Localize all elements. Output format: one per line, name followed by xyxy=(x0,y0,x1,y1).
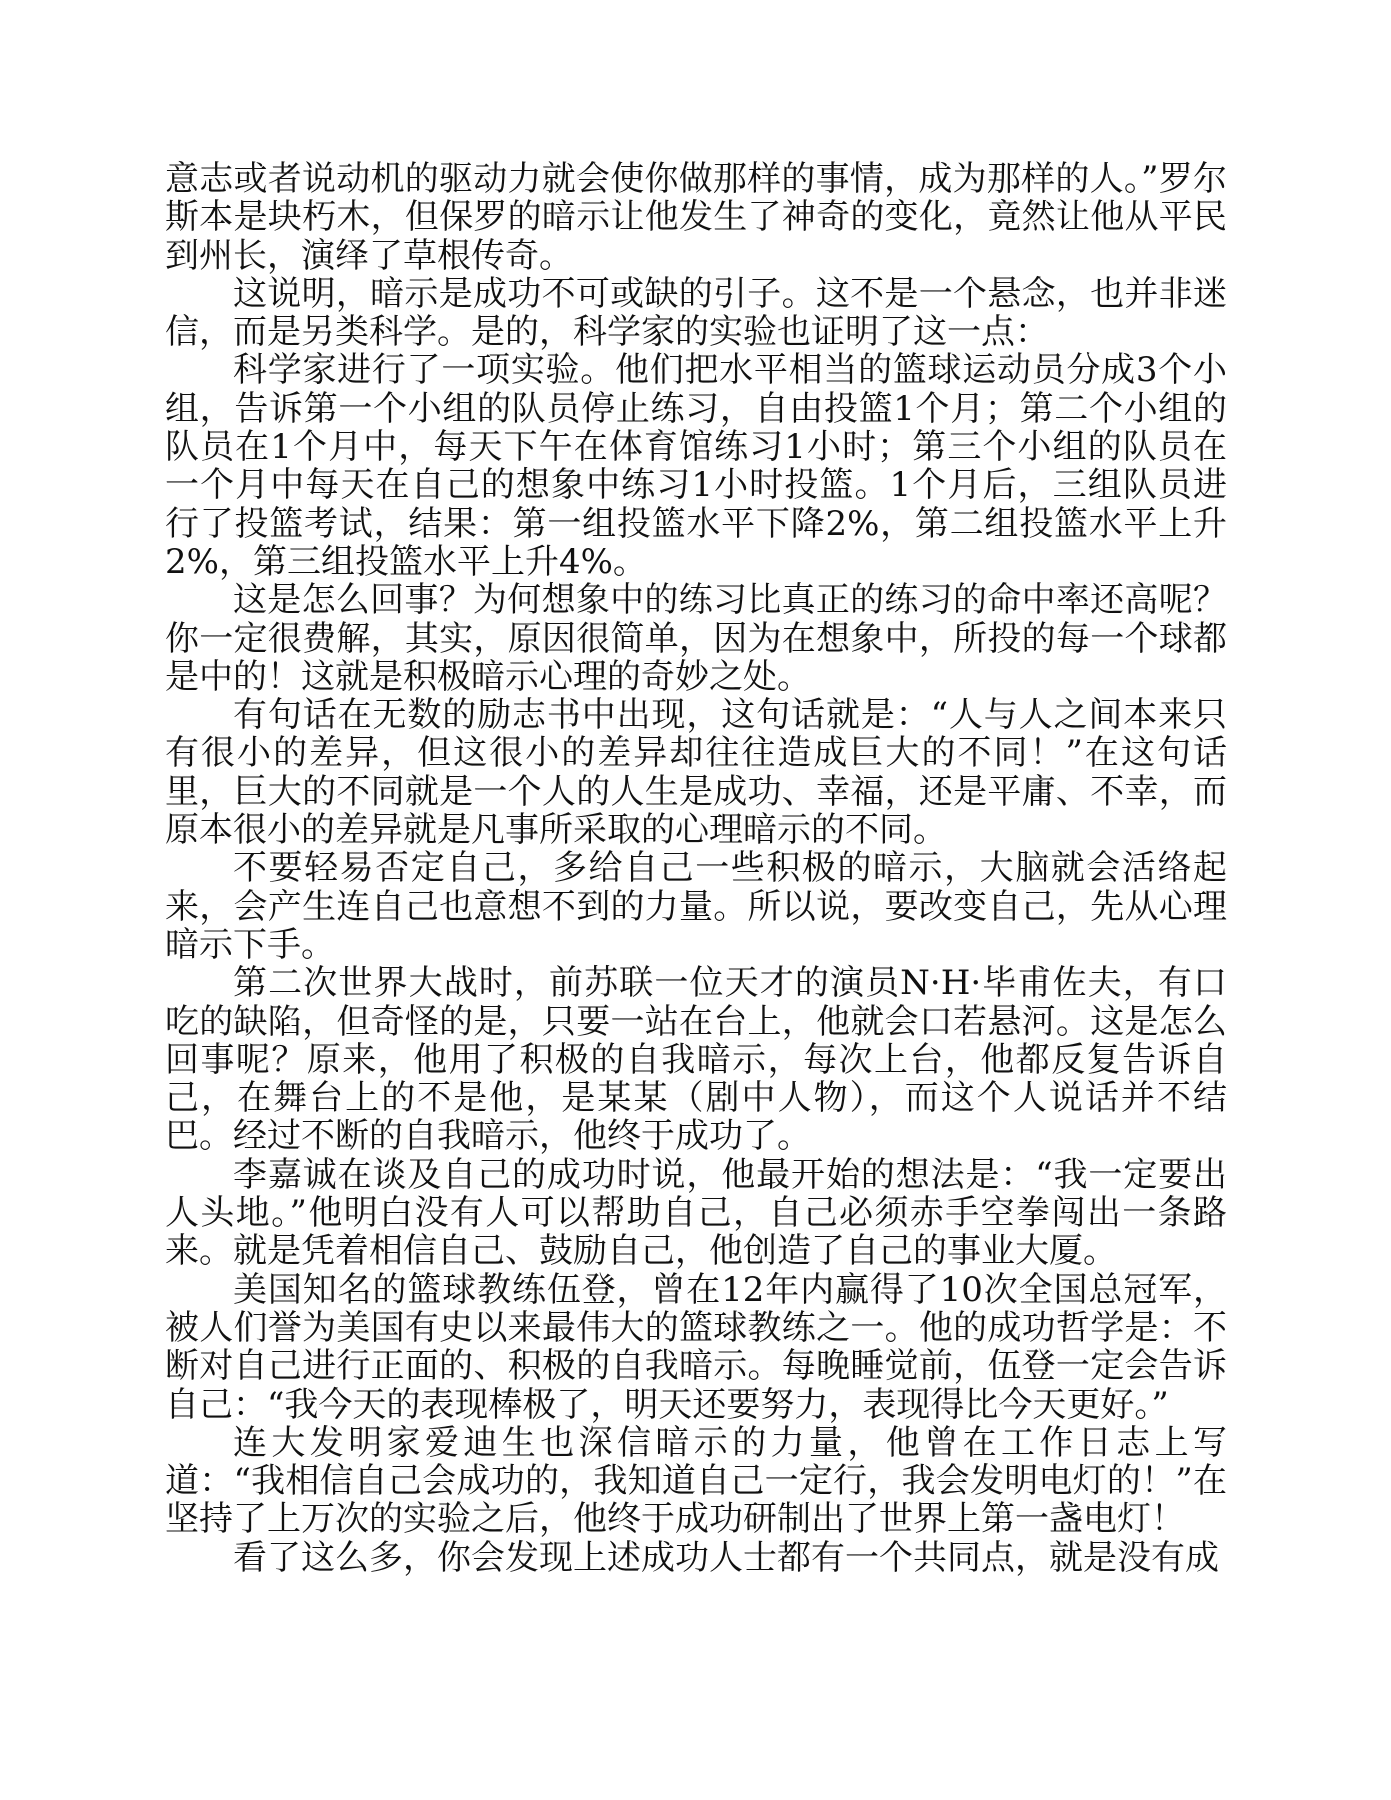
paragraph-basketball-experiment: 科学家进行了一项实验。他们把水平相当的篮球运动员分成3个小组，告诉第一个小组的队员停止练习，自由投篮1个月；第二个小组的队员在1个月中，每天下午在体育馆练习1小时；第三个小组的队员在一个月中每天在自己的想象中练习1小时投篮。1个月后，三组队员进行了投篮考试，结果：第一组投篮水平下降2%，第二组投篮水平上升2%，第三组投篮水平上升4%。 xyxy=(165,350,1227,582)
paragraph-why-imagination: 这是怎么回事？为何想象中的练习比真正的练习的命中率还高呢？你一定很费解，其实，原因很简单，因为在想象中，所投的每一个球都是中的！这就是积极暗示心理的奇妙之处。 xyxy=(165,580,1227,697)
body-text xyxy=(165,160,1227,1577)
paragraph-edison: 连大发明家爱迪生也深信暗示的力量，他曾在工作日志上写道：“我相信自己会成功的，我知道自己一定行，我会发明电灯的！”在坚持了上万次的实验之后，他终于成功研制出了世界上第一盏电灯！ xyxy=(165,1422,1227,1540)
paragraph-actor-story: 第二次世界大战时，前苏联一位天才的演员N·H·毕甫佐夫，有口吃的缺陷，但奇怪的是，只要一站在台上，他就会口若悬河。这是怎么回事呢？原来，他用了积极的自我暗示，每次上台，他都反复告诉自己，在舞台上的不是他，是某某（剧中人物），而这个人说话并不结巴。经过不断的自我暗示，他终于成功了。 xyxy=(165,963,1227,1157)
paragraph-wooden: 美国知名的篮球教练伍登，曾在12年内赢得了10次全国总冠军，被人们誉为美国有史以来最伟大的篮球教练之一。他的成功哲学是：不断对自己进行正面的、积极的自我暗示。每晚睡觉前，伍登一定会告诉自己：“我今天的表现棒极了，明天还要努力，表现得比今天更好。” xyxy=(165,1269,1227,1425)
paragraph-continuation: 意志或者说动机的驱动力就会使你做那样的事情，成为那样的人。”罗尔斯本是块朽木，但保罗的暗示让他发生了神奇的变化，竟然让他从平民到州长，演绎了草根传奇。 xyxy=(165,159,1227,276)
paragraph-li-ka-shing: 李嘉诚在谈及自己的成功时说，他最开始的想法是：“我一定要出人头地。”他明白没有人可以帮助自己，自己必须赤手空拳闯出一条路来。就是凭着相信自己、鼓励自己，他创造了自己的事业大厦。 xyxy=(165,1154,1227,1272)
paragraph-suggestion-is-key: 这说明，暗示是成功不可或缺的引子。这不是一个悬念，也并非迷信，而是另类科学。是的，科学家的实验也证明了这一点： xyxy=(165,273,1227,353)
paragraph-common-point: 看了这么多，你会发现上述成功人士都有一个共同点，就是没有成 xyxy=(233,1537,1219,1578)
paragraph-dont-deny-yourself: 不要轻易否定自己，多给自己一些积极的暗示，大脑就会活络起来，会产生连自己也意想不到的力量。所以说，要改变自己，先从心理暗示下手。 xyxy=(165,848,1227,965)
paragraph-small-difference: 有句话在无数的励志书中出现，这句话就是：“人与人之间本来只有很小的差异，但这很小的差异却往往造成巨大的不同！”在这句话里，巨大的不同就是一个人的人生是成功、幸福，还是平庸、不幸，而原本很小的差异就是凡事所采取的心理暗示的不同。 xyxy=(165,695,1227,851)
